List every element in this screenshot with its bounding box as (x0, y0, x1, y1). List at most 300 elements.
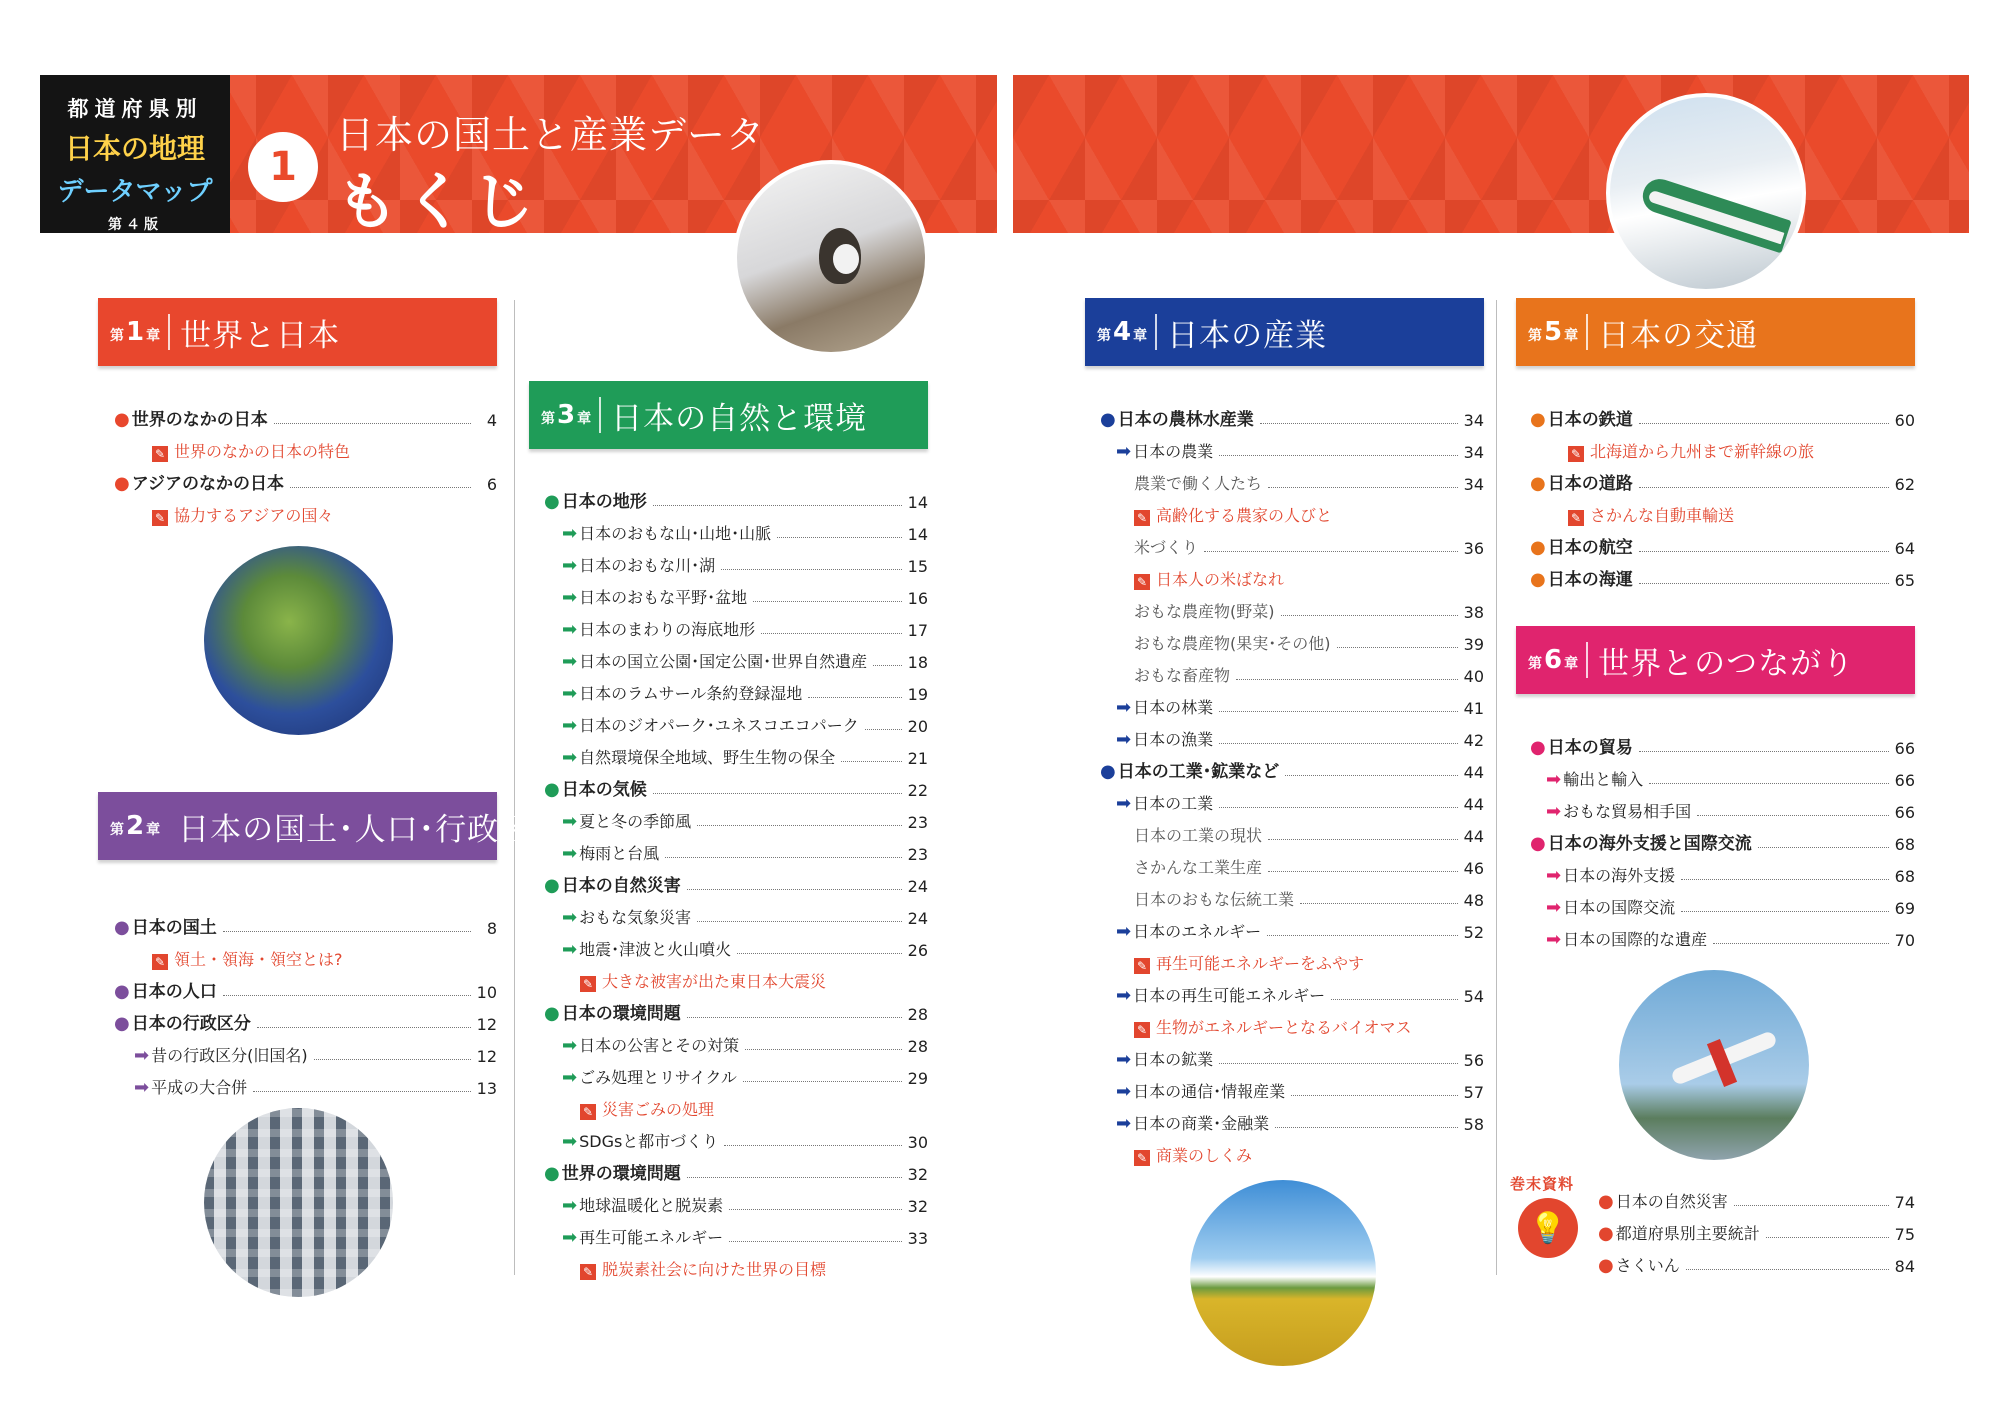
logo-line-3: データマップ (57, 177, 213, 207)
leader-dots (1219, 711, 1458, 712)
chapter-number: 第6 章 (1528, 645, 1579, 675)
leader-dots (1267, 935, 1458, 936)
toc-entry-label: 日本のエネルギー (1133, 922, 1262, 941)
leader-dots (1337, 647, 1458, 648)
toc-entry-label: 日本の再生可能エネルギー (1133, 986, 1326, 1005)
leader-dots (1260, 423, 1458, 424)
pencil-icon: ✎ (580, 976, 596, 992)
arrow-right-icon: ➡ (562, 715, 578, 736)
toc-entry-label: 日本のおもな川･湖 (579, 556, 716, 575)
toc-entry (1134, 564, 1484, 590)
leader-dots (253, 1091, 471, 1092)
bullet-dot-icon: ● (114, 473, 130, 494)
bullet-dot-icon: ● (114, 409, 130, 430)
toc-entry (580, 966, 928, 992)
arrow-right-icon: ➡ (1546, 929, 1562, 950)
pencil-icon: ✎ (580, 1264, 596, 1280)
page-number: 32 (907, 1197, 928, 1216)
airplane-photo (1615, 966, 1813, 1164)
leader-dots (1681, 911, 1889, 912)
leader-dots (653, 793, 902, 794)
bullet-dot-icon: ● (1530, 473, 1546, 494)
toc-entry (1116, 1044, 1484, 1070)
toc-entry (1530, 564, 1915, 590)
page-number: 44 (1463, 763, 1484, 782)
page-number: 84 (1894, 1257, 1915, 1276)
toc-entry (1546, 796, 1915, 822)
arrow-right-icon: ➡ (1116, 1113, 1132, 1134)
arrow-right-icon: ➡ (1116, 697, 1132, 718)
toc-entry (1134, 628, 1484, 654)
page-number: 4 (486, 411, 497, 430)
page-number: 34 (1463, 411, 1484, 430)
toc-entry-label: 日本の航空 (1547, 538, 1633, 558)
arrow-right-icon: ➡ (1116, 985, 1132, 1006)
bullet-dot-icon: ● (114, 1013, 130, 1034)
leader-dots (665, 857, 902, 858)
toc-entry-label: 協力するアジアの国々 (174, 506, 334, 525)
toc-entry (562, 646, 928, 672)
toc-entry-label: 日本のおもな山･山地･山脈 (579, 524, 772, 543)
leader-dots (687, 1017, 902, 1018)
toc-entry (562, 550, 928, 576)
toc-entry-label: 再生可能エネルギー (579, 1228, 724, 1247)
leader-dots (1649, 783, 1889, 784)
leader-dots (1281, 615, 1458, 616)
toc-entry-label: 日本の商業･金融業 (1133, 1114, 1270, 1133)
arrow-right-icon: ➡ (562, 1195, 578, 1216)
leader-dots (223, 931, 471, 932)
arrow-right-icon: ➡ (1116, 1049, 1132, 1070)
pencil-icon: ✎ (152, 510, 168, 526)
toc-entry-label: 日本の国際交流 (1563, 898, 1676, 917)
logo-line-2: 日本の地理 (64, 132, 205, 165)
toc-entry (1530, 532, 1915, 558)
leader-dots (1766, 1237, 1889, 1238)
toc-entry-label: 日本のおもな伝統工業 (1134, 890, 1295, 909)
toc-entry-label: 大きな被害が出た東日本大震災 (602, 972, 827, 991)
page-number: 52 (1463, 923, 1484, 942)
toc-entry (562, 742, 928, 768)
leader-dots (724, 1145, 901, 1146)
toc-entry (562, 1190, 928, 1216)
toc-entry (1546, 892, 1915, 918)
toc-entry (1134, 468, 1484, 494)
chapter-1-header (98, 298, 497, 366)
toc-entry-label: 都道府県別主要統計 (1615, 1224, 1760, 1243)
toc-entry-label: 日本の人口 (131, 982, 217, 1002)
lightbulb-icon: 💡 (1518, 1198, 1578, 1258)
crosswalk-crowd-photo (200, 1104, 397, 1301)
toc-entry-label: SDGsと都市づくり (579, 1132, 719, 1151)
ptarmigan-photo (733, 160, 929, 356)
leader-dots (1331, 999, 1458, 1000)
page-number: 40 (1463, 667, 1484, 686)
toc-entry-label: 日本の環境問題 (561, 1004, 681, 1024)
toc-entry (114, 1008, 497, 1034)
toc-entry-label: 日本のジオパーク･ユネスコエコパーク (579, 716, 859, 735)
page-number: 62 (1894, 475, 1915, 494)
leader-dots (1697, 815, 1889, 816)
leader-dots (223, 995, 471, 996)
toc-entry-label: 日本の工業 (1133, 794, 1214, 813)
pencil-icon: ✎ (1134, 574, 1150, 590)
arrow-right-icon: ➡ (1546, 865, 1562, 886)
toc-entry-label: 商業のしくみ (1156, 1146, 1253, 1165)
toc-entry-label: 日本のまわりの海底地形 (579, 620, 756, 639)
leader-dots (697, 921, 902, 922)
toc-entry-label: 日本の国際的な遺産 (1563, 930, 1708, 949)
page-subtitle: 日本の国土と産業データ (336, 113, 766, 157)
chapter-5-header (1516, 298, 1915, 366)
page-number: 22 (907, 781, 928, 800)
chapter-4-header (1085, 298, 1484, 366)
pencil-icon: ✎ (1134, 1022, 1150, 1038)
toc-entry-label: 地震･津波と火山噴火 (579, 940, 732, 959)
chapter-title: 日本の産業 (1167, 317, 1328, 354)
series-logo (40, 75, 230, 233)
toc-entry-label: 日本の公害とその対策 (579, 1036, 740, 1055)
chapter-title: 日本の国土･人口･行政区分 (178, 811, 564, 848)
leader-dots (729, 1241, 902, 1242)
bullet-dot-icon: ● (1598, 1191, 1614, 1212)
leader-dots (290, 487, 471, 488)
toc-entry (1134, 532, 1484, 558)
arrow-right-icon: ➡ (1116, 793, 1132, 814)
page-number: 66 (1894, 803, 1915, 822)
page-title: もくじ (336, 165, 541, 238)
leader-dots (1686, 1269, 1889, 1270)
bullet-dot-icon: ● (544, 779, 560, 800)
page-number: 60 (1894, 411, 1915, 430)
toc-entry (1134, 500, 1484, 526)
chapter-number: 第5 章 (1528, 317, 1579, 347)
toc-entry (562, 902, 928, 928)
page-number: 36 (1463, 539, 1484, 558)
toc-entry-label: 夏と冬の季節風 (579, 812, 692, 831)
toc-entry-label: 米づくり (1134, 538, 1199, 557)
arrow-right-icon: ➡ (1116, 1081, 1132, 1102)
bullet-dot-icon: ● (544, 491, 560, 512)
toc-entry (1116, 980, 1484, 1006)
page-number: 68 (1894, 835, 1915, 854)
toc-entry-label: ごみ処理とリサイクル (579, 1068, 737, 1087)
toc-entry-label: 日本のラムサール条約登録湿地 (579, 684, 803, 703)
toc-entry-label: 日本の工業･鉱業など (1117, 762, 1280, 782)
toc-entry-label: おもな農産物(果実･その他) (1134, 634, 1331, 653)
page-number: 34 (1463, 475, 1484, 494)
leader-dots (687, 1177, 902, 1178)
toc-entry (1598, 1250, 1915, 1276)
toc-entry-label: 世界のなかの日本 (131, 410, 268, 430)
bullet-dot-icon: ● (114, 917, 130, 938)
arrow-right-icon: ➡ (562, 747, 578, 768)
toc-entry-label: 再生可能エネルギーをふやす (1156, 954, 1365, 973)
leader-dots (274, 423, 471, 424)
toc-entry-label: 領土・領海・領空とは? (174, 950, 343, 969)
page-number: 44 (1463, 827, 1484, 846)
arrow-right-icon: ➡ (1546, 769, 1562, 790)
toc-entry (1134, 660, 1484, 686)
toc-entry-label: おもな貿易相手国 (1563, 802, 1692, 821)
toc-entry (544, 774, 928, 800)
leader-dots (1236, 679, 1458, 680)
arrow-right-icon: ➡ (562, 1035, 578, 1056)
toc-entry-label: 日本の農林水産業 (1117, 410, 1254, 430)
leader-dots (687, 889, 902, 890)
appendix-label: 巻末資料 (1510, 1175, 1575, 1193)
toc-entry (562, 1062, 928, 1088)
page-number: 24 (907, 909, 928, 928)
toc-entry-label: 北海道から九州まで新幹線の旅 (1590, 442, 1815, 461)
toc-entry (1546, 924, 1915, 950)
chapter-title: 世界とのつながり (1598, 645, 1855, 682)
toc-entry-label: 生物がエネルギーとなるバイオマス (1156, 1018, 1412, 1037)
toc-entry (562, 934, 928, 960)
pencil-icon: ✎ (1568, 446, 1584, 462)
leader-dots (841, 761, 902, 762)
arrow-right-icon: ➡ (1116, 921, 1132, 942)
toc-entry (1116, 788, 1484, 814)
leader-dots (721, 569, 902, 570)
toc-entry-label: 日本の海外支援 (1563, 866, 1676, 885)
page-number: 75 (1894, 1225, 1915, 1244)
chapter-3-header (529, 381, 928, 449)
arrow-right-icon: ➡ (562, 1131, 578, 1152)
leader-dots (1219, 807, 1458, 808)
page-number: 34 (1463, 443, 1484, 462)
toc-entry (1100, 756, 1484, 782)
leader-dots (743, 1081, 902, 1082)
page-number: 69 (1894, 899, 1915, 918)
page-number: 66 (1894, 771, 1915, 790)
toc-entry (562, 518, 928, 544)
toc-entry (152, 500, 497, 526)
toc-entry-label: アジアのなかの日本 (131, 474, 285, 494)
toc-entry (114, 976, 497, 1002)
globe-asia-photo (200, 542, 397, 739)
toc-entry-label: 日本の鉱業 (1133, 1050, 1214, 1069)
leader-dots (1639, 751, 1889, 752)
pencil-icon: ✎ (1568, 510, 1584, 526)
arrow-right-icon: ➡ (1546, 801, 1562, 822)
page-number: 39 (1463, 635, 1484, 654)
arrow-right-icon: ➡ (562, 587, 578, 608)
bullet-dot-icon: ● (1100, 409, 1116, 430)
page-number: 16 (907, 589, 928, 608)
leader-dots (1681, 879, 1889, 880)
leader-dots (865, 729, 902, 730)
page-number: 8 (486, 919, 497, 938)
toc-entry-label: 日本の鉄道 (1547, 410, 1633, 430)
toc-entry-label: 日本の自然災害 (1615, 1192, 1728, 1211)
arrow-right-icon: ➡ (562, 555, 578, 576)
toc-entry (1134, 820, 1484, 846)
toc-entry-label: 日本の農業 (1133, 442, 1214, 461)
toc-entry (1116, 692, 1484, 718)
chapter-6-header (1516, 626, 1915, 694)
page-number: 42 (1463, 731, 1484, 750)
leader-dots (1268, 871, 1458, 872)
toc-entry (562, 806, 928, 832)
toc-entry (114, 468, 497, 494)
toc-entry-label: 梅雨と台風 (579, 844, 660, 863)
leader-dots (697, 825, 902, 826)
page-number: 13 (476, 1079, 497, 1098)
toc-entry-label: 地球温暖化と脱炭素 (579, 1196, 724, 1215)
page-number: 24 (907, 877, 928, 896)
leader-dots (1734, 1205, 1889, 1206)
leader-dots (1639, 583, 1889, 584)
toc-entry (114, 912, 497, 938)
bullet-dot-icon: ● (1530, 569, 1546, 590)
arrow-right-icon: ➡ (562, 1227, 578, 1248)
page-number: 38 (1463, 603, 1484, 622)
page-number: 32 (907, 1165, 928, 1184)
column-divider (1496, 300, 1497, 1275)
toc-entry (544, 998, 928, 1024)
toc-entry-label: 日本の漁業 (1133, 730, 1214, 749)
leader-dots (1268, 487, 1458, 488)
page-number: 20 (907, 717, 928, 736)
page-number: 19 (907, 685, 928, 704)
toc-entry-label: 日本の地形 (561, 492, 647, 512)
bullet-dot-icon: ● (1530, 737, 1546, 758)
toc-entry-label: 日本の気候 (561, 780, 647, 800)
toc-entry-label: さかんな自動車輸送 (1590, 506, 1735, 525)
leader-dots (1291, 1095, 1458, 1096)
toc-entry (580, 1254, 928, 1280)
toc-entry (1116, 916, 1484, 942)
leader-dots (257, 1027, 471, 1028)
page-number: 64 (1894, 539, 1915, 558)
bullet-dot-icon: ● (544, 1003, 560, 1024)
pencil-icon: ✎ (152, 954, 168, 970)
toc-entry (1116, 436, 1484, 462)
toc-entry-label: 昔の行政区分(旧国名) (151, 1046, 308, 1065)
toc-entry-label: おもな畜産物 (1134, 666, 1231, 685)
leader-dots (1639, 487, 1889, 488)
logo-edition: 第４版 (108, 217, 162, 233)
toc-entry-label: 輸出と輸入 (1563, 770, 1644, 789)
toc-entry (1134, 948, 1484, 974)
bullet-dot-icon: ● (1530, 409, 1546, 430)
toc-entry-label: 日本のおもな平野･盆地 (579, 588, 748, 607)
arrow-right-icon: ➡ (1546, 897, 1562, 918)
page-number: 28 (907, 1005, 928, 1024)
leader-dots (1713, 943, 1889, 944)
chapter-2-header (98, 792, 564, 860)
page-number: 21 (907, 749, 928, 768)
toc-entry (562, 838, 928, 864)
bullet-dot-icon: ● (114, 981, 130, 1002)
leader-dots (729, 1209, 902, 1210)
pencil-icon: ✎ (152, 446, 168, 462)
arrow-right-icon: ➡ (1116, 729, 1132, 750)
pencil-icon: ✎ (1134, 958, 1150, 974)
chapter-title: 日本の自然と環境 (611, 400, 868, 437)
page-number: 28 (907, 1037, 928, 1056)
toc-entry-label: 日本の林業 (1133, 698, 1214, 717)
page-number: 23 (907, 845, 928, 864)
toc-entry-label: 農業で働く人たち (1134, 474, 1263, 493)
leader-dots (1758, 847, 1889, 848)
page-number: 65 (1894, 571, 1915, 590)
toc-entry (544, 870, 928, 896)
logo-line-1: 都道府県別 (67, 97, 203, 121)
toc-entry (134, 1072, 497, 1098)
toc-entry-label: 脱炭素社会に向けた世界の目標 (602, 1260, 827, 1279)
leader-dots (314, 1059, 471, 1060)
page-number: 58 (1463, 1115, 1484, 1134)
toc-entry (1598, 1186, 1915, 1212)
toc-entry (152, 436, 497, 462)
toc-entry (1116, 1108, 1484, 1134)
toc-entry (562, 710, 928, 736)
toc-entry (1134, 596, 1484, 622)
page-number: 54 (1463, 987, 1484, 1006)
toc-entry-label: 日本の貿易 (1547, 738, 1633, 758)
page-number: 29 (907, 1069, 928, 1088)
toc-entry-label: 日本の国立公園･国定公園･世界自然遺産 (579, 652, 868, 671)
page-number: 14 (907, 525, 928, 544)
toc-entry-label: おもな農産物(野菜) (1134, 602, 1275, 621)
volume-number: 1 (248, 132, 318, 202)
toc-entry (580, 1094, 928, 1120)
leader-dots (808, 697, 901, 698)
leader-dots (745, 1049, 902, 1050)
toc-entry (1116, 1076, 1484, 1102)
toc-entry-label: 日本の国土 (131, 918, 217, 938)
toc-entry (1568, 436, 1915, 462)
toc-entry (1134, 1140, 1484, 1166)
arrow-right-icon: ➡ (562, 843, 578, 864)
page-number: 44 (1463, 795, 1484, 814)
chapter-title: 日本の交通 (1598, 317, 1759, 354)
toc-entry (1530, 732, 1915, 758)
header-banner-right (1013, 75, 1969, 233)
rice-field-photo (1186, 1176, 1380, 1370)
arrow-right-icon: ➡ (134, 1077, 150, 1098)
toc-entry (1134, 852, 1484, 878)
toc-entry (1116, 724, 1484, 750)
toc-entry-label: 日本の自然災害 (561, 876, 681, 896)
toc-entry-label: 日本の海外支援と国際交流 (1547, 834, 1752, 854)
arrow-right-icon: ➡ (562, 523, 578, 544)
leader-dots (753, 601, 902, 602)
toc-entry (544, 486, 928, 512)
page-number: 6 (486, 475, 497, 494)
toc-entry (1598, 1218, 1915, 1244)
chapter-title: 世界と日本 (180, 317, 341, 354)
toc-entry (1530, 404, 1915, 430)
shinkansen-photo (1606, 93, 1806, 293)
arrow-right-icon: ➡ (1116, 441, 1132, 462)
arrow-right-icon: ➡ (562, 811, 578, 832)
toc-entry-label: 平成の大合併 (151, 1078, 248, 1097)
page-number: 15 (907, 557, 928, 576)
pencil-icon: ✎ (1134, 1150, 1150, 1166)
page-number: 23 (907, 813, 928, 832)
toc-entry-label: さかんな工業生産 (1134, 858, 1263, 877)
chapter-number: 第3 章 (541, 400, 592, 430)
leader-dots (777, 537, 902, 538)
pencil-icon: ✎ (580, 1104, 596, 1120)
toc-entry-label: 日本の工業の現状 (1134, 826, 1263, 845)
page-number: 68 (1894, 867, 1915, 886)
toc-entry-label: 日本の行政区分 (131, 1014, 251, 1034)
chapter-number: 第1 章 (110, 317, 161, 347)
